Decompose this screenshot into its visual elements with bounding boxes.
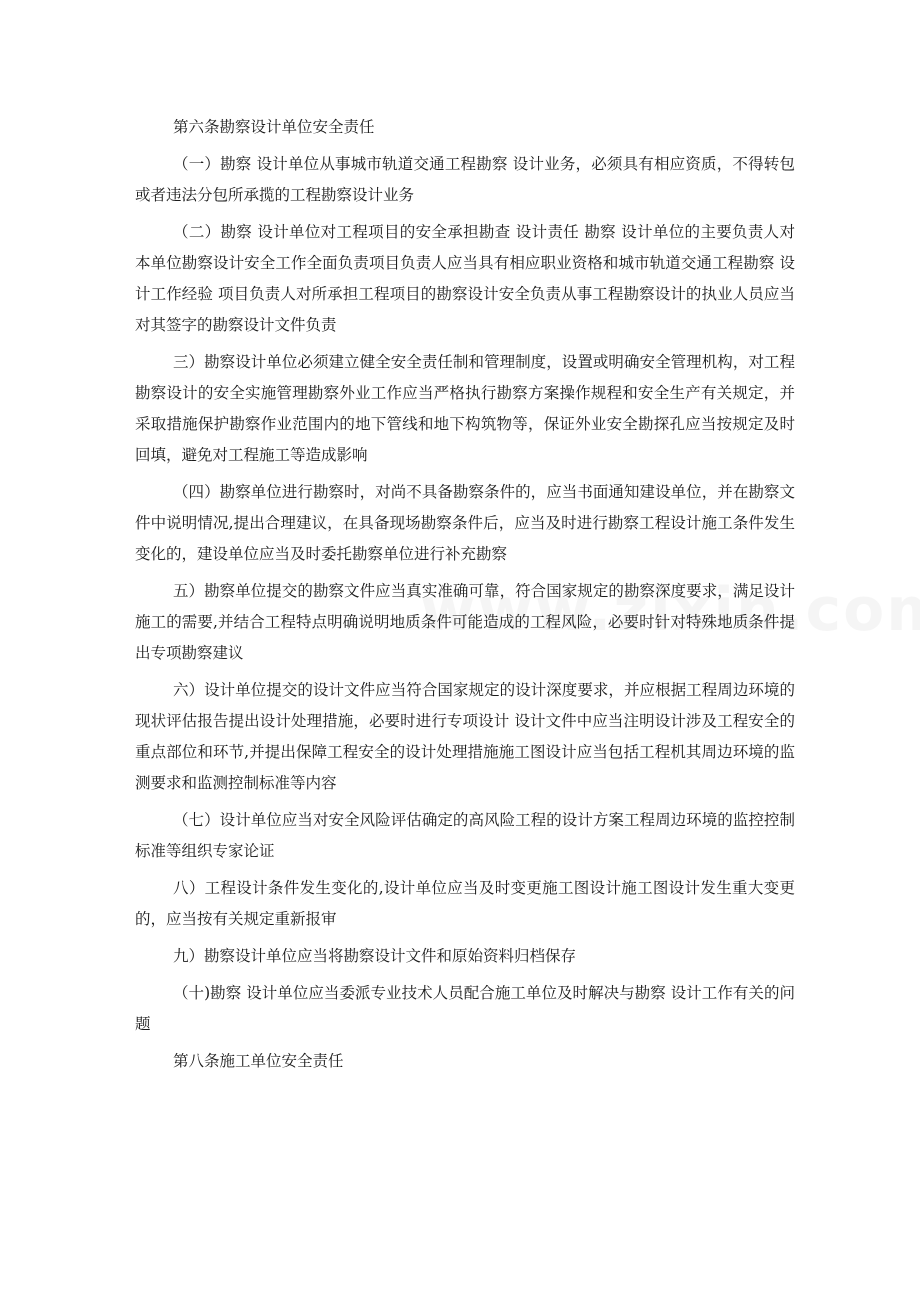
document-page: [135, 112, 795, 1083]
paragraph-7: （七）设计单位应当对安全风险评估确定的高风险工程的设计方案工程周边环境的监控控制标准等组织专家论证: [135, 811, 795, 860]
paragraph-5: 五）勘察单位提交的勘察文件应当真实准确可靠，符合国家规定的勘察深度要求，满足设计施工的需要,并结合工程特点明确说明地质条件可能造成的工程风险，必要时针对特殊地质条件提出专项勘察建议: [135, 582, 795, 662]
article-6-heading: 第六条勘察设计单位安全责任: [173, 118, 375, 136]
paragraph-9: 九）勘察设计单位应当将勘察设计文件和原始资料归档保存: [173, 947, 577, 965]
paragraph-1: （一）勘察 设计单位从事城市轨道交通工程勘察 设计业务，必须具有相应资质，不得转包或者违法分包所承揽的工程勘察设计业务: [135, 155, 795, 204]
paragraph-2: （二）勘察 设计单位对工程项目的安全承担勘查 设计责任 勘察 设计单位的主要负责人对本单位勘察设计安全工作全面负责项目负责人应当具有相应职业资格和城市轨道交通工程勘察 设计工作经验 项目负责人对所承担工程项目的勘察设计安全负责从事工程勘察设计的执业人员应当对其签字的勘察设计文件负责: [135, 223, 795, 334]
article-8-heading: 第八条施工单位安全责任: [173, 1052, 344, 1070]
paragraph-6: 六）设计单位提交的设计文件应当符合国家规定的设计深度要求，并应根据工程周边环境的现状评估报告提出设计处理措施，必要时进行专项设计 设计文件中应当注明设计涉及工程安全的重点部位和环节,并提出保障工程安全的设计处理措施施工图设计应当包括工程机其周边环境的监测要求和监测控制标准等内容: [135, 681, 795, 792]
paragraph-4: （四）勘察单位进行勘察时，对尚不具备勘察条件的，应当书面通知建设单位，并在勘察文件中说明情况,提出合理建议，在具备现场勘察条件后，应当及时进行勘察工程设计施工条件发生变化的，建设单位应当及时委托勘察单位进行补充勘察: [135, 483, 795, 563]
paragraph-10: （十)勘察 设计单位应当委派专业技术人员配合施工单位及时解决与勘察 设计工作有关的问题: [135, 984, 795, 1033]
paragraph-8: 八）工程设计条件发生变化的,设计单位应当及时变更施工图设计施工图设计发生重大变更的，应当按有关规定重新报审: [135, 879, 795, 928]
paragraph-3: 三）勘察设计单位必须建立健全安全责任制和管理制度，设置或明确安全管理机构，对工程勘察设计的安全实施管理勘察外业工作应当严格执行勘察方案操作规程和安全生产有关规定，并采取措施保护勘察作业范围内的地下管线和地下构筑物等，保证外业安全勘探孔应当按规定及时回填，避免对工程施工等造成影响: [135, 353, 795, 464]
